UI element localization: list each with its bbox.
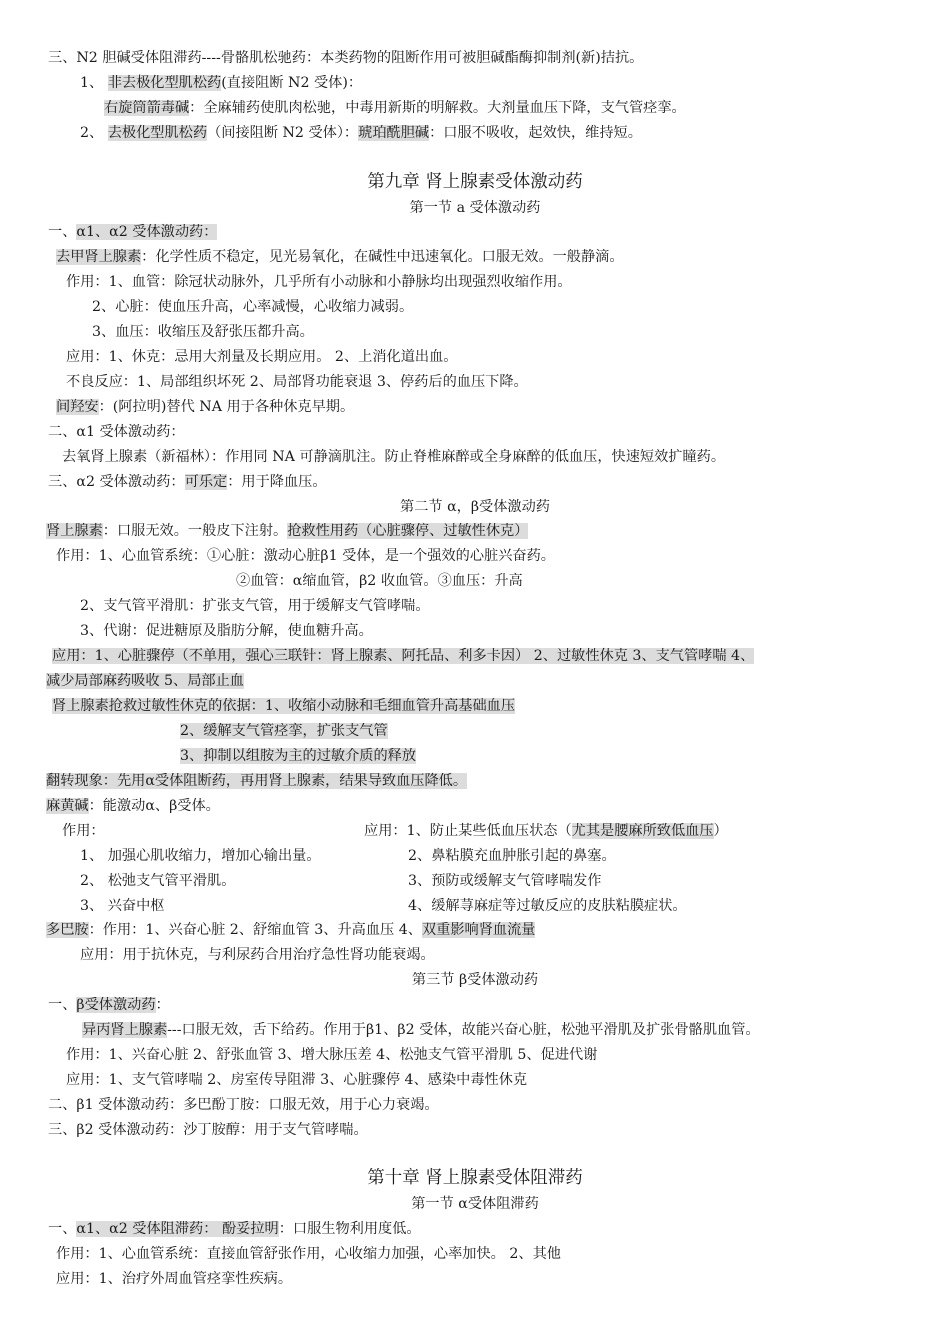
text-line: 作用：1、血管：除冠状动脉外，几乎所有小动脉和小静脉均出现强烈收缩作用。 — [66, 274, 572, 290]
text-line: 作用：1、心血管系统：直接血管舒张作用，心收缩力加强，心率加快。 2、其他 — [56, 1246, 561, 1262]
text-line: 三、β2 受体激动药：沙丁胺醇：用于支气管哮喘。 — [48, 1122, 368, 1138]
text-line: 应用：1、防止某些低血压状态（尤其是腰麻所致低血压） — [364, 823, 728, 839]
highlighted-term: β受体激动药 — [76, 997, 156, 1013]
text-line: 异丙肾上腺素---口服无效，舌下给药。作用于β1、β2 受体，故能兴奋心脏，松弛平滑肌及扩张骨骼肌血管。 — [82, 1022, 760, 1038]
highlighted-term: 去极化型肌松药 — [107, 125, 208, 141]
text-line: 2、心脏：使血压升高，心率减慢，心收缩力减弱。 — [92, 299, 414, 315]
highlighted-term: α1、α2 受体激动药： — [76, 224, 218, 240]
highlighted-term: 麻黄碱 — [46, 798, 89, 814]
text-line: 2、 松弛支气管平滑肌。 — [80, 873, 236, 889]
highlighted-term: 尤其是腰麻所致低血压 — [571, 823, 714, 839]
text-line: 多巴胺：作用：1、兴奋心脏 2、舒缩血管 3、升高血压 4、双重影响肾血流量 — [46, 922, 536, 938]
text-line: 间羟安：(阿拉明)替代 NA 用于各种休克早期。 — [56, 399, 355, 415]
section-title: 第二节 α，β受体激动药 — [400, 499, 550, 515]
highlighted-term: 翻转现象：先用α受体阻断药，再用肾上腺素，结果导致血压降低。 — [46, 773, 468, 789]
highlighted-term: 非去极化型肌松药 — [107, 75, 222, 91]
text-line: 4、缓解荨麻症等过敏反应的皮肤粘膜症状。 — [408, 898, 687, 914]
text-line: 去氧肾上腺素（新福林）：作用同 NA 可静滴肌注。防止脊椎麻醉或全身麻醉的低血压，快速短效扩瞳药。 — [62, 449, 726, 465]
highlighted-term: 间羟安 — [56, 399, 99, 415]
highlighted-term: 右旋筒箭毒碱 — [104, 100, 190, 116]
text-line — [46, 671, 244, 691]
text-line: 3、代谢：促进糖原及脂肪分解，使血糖升高。 — [80, 623, 373, 639]
text-line: 二、β1 受体激动药：多巴酚丁胺：口服无效，用于心力衰竭。 — [48, 1097, 439, 1113]
text-line — [180, 721, 388, 741]
highlighted-term: 肾上腺素 — [46, 523, 103, 539]
text-line: ②血管：α缩血管，β2 收血管。③血压：升高 — [236, 573, 523, 589]
highlighted-term: 多巴胺 — [46, 922, 89, 938]
text-line: 应用：1、支气管哮喘 2、房室传导阻滞 3、心脏骤停 4、感染中毒性休克 — [66, 1072, 528, 1088]
text-line — [46, 771, 467, 791]
highlighted-term: α1、α2 受体阻滞药： 酚妥拉明 — [76, 1221, 279, 1237]
text-line: 应用：用于抗休克，与利尿药合用治疗急性肾功能衰竭。 — [80, 947, 435, 963]
section-title: 第三节 β受体激动药 — [411, 972, 539, 988]
highlighted-term: 减少局部麻药吸收 5、局部止血 — [46, 673, 244, 689]
highlighted-term: 琥珀酰胆碱 — [358, 125, 430, 141]
highlighted-term: 抢救性用药（心脏骤停、过敏性休克） — [287, 523, 529, 539]
text-line: 一、α1、α2 受体激动药： — [48, 224, 218, 240]
text-line: 三、α2 受体激动药：可乐定：用于降血压。 — [48, 474, 327, 490]
text-line: 应用：1、治疗外周血管痉挛性疾病。 — [56, 1271, 293, 1287]
highlighted-term: 3、抑制以组胺为主的过敏介质的释放 — [180, 748, 417, 764]
text-line: 3、 兴奋中枢 — [80, 898, 165, 914]
text-line: 作用： — [62, 823, 105, 839]
text-line: 一、β受体激动药： — [48, 997, 170, 1013]
text-line: 去甲肾上腺素：化学性质不稳定，见光易氧化，在碱性中迅速氧化。口服无效。一般静滴。 — [56, 249, 624, 265]
text-line: 3、血压：收缩压及舒张压都升高。 — [92, 324, 314, 340]
highlighted-term: 去甲肾上腺素 — [56, 249, 142, 265]
text-line: 右旋筒箭毒碱：全麻辅药使肌肉松驰，中毒用新斯的明解救。大剂量血压下降，支气管痉挛。 — [104, 100, 686, 116]
highlighted-term: 应用：1、心脏骤停（不单用，强心三联针：肾上腺素、阿托品、利多卡因） 2、过敏性休克 3、支气管哮喘 4、 — [52, 648, 755, 664]
text-line — [52, 646, 754, 666]
highlighted-term: 可乐定 — [184, 474, 228, 490]
chapter-title: 第十章 肾上腺素受体阻滞药 — [367, 1168, 583, 1188]
text-line: 二、α1 受体激动药： — [48, 424, 185, 440]
text-line: 2、鼻粘膜充血肿胀引起的鼻塞。 — [408, 848, 616, 864]
section-title: 第一节 a 受体激动药 — [409, 200, 541, 216]
text-line: 作用：1、兴奋心脏 2、舒张血管 3、增大脉压差 4、松弛支气管平滑肌 5、促进代谢 — [66, 1047, 598, 1063]
section-title: 第一节 α受体阻滞药 — [411, 1196, 539, 1212]
text-line: 2、支气管平滑肌：扩张支气管，用于缓解支气管哮喘。 — [80, 598, 430, 614]
text-line: 1、 加强心肌收缩力，增加心输出量。 — [80, 848, 321, 864]
text-line: 作用：1、心血管系统：①心脏：激动心脏β1 受体，是一个强效的心脏兴奋药。 — [56, 548, 555, 564]
text-line: 1、 非去极化型肌松药(直接阻断 N2 受体)： — [80, 75, 363, 91]
text-line: 麻黄碱：能激动α、β受体。 — [46, 798, 220, 814]
text-line — [52, 696, 515, 716]
text-line: 不良反应：1、局部组织坏死 2、局部肾功能衰退 3、停药后的血压下降。 — [66, 374, 528, 390]
text-line: 应用：1、休克：忌用大剂量及长期应用。 2、上消化道出血。 — [66, 349, 458, 365]
text-line: 3、预防或缓解支气管哮喘发作 — [408, 873, 602, 889]
text-line — [180, 746, 416, 766]
chapter-title: 第九章 肾上腺素受体激动药 — [367, 172, 583, 192]
highlighted-term: 双重影响肾血流量 — [421, 922, 536, 938]
highlighted-term: 肾上腺素抢救过敏性休克的依据：1、收缩小动脉和毛细血管升高基础血压 — [52, 698, 516, 714]
text-line: 肾上腺素：口服无效。一般皮下注射。抢救性用药（心脏骤停、过敏性休克） — [46, 523, 529, 539]
text-line: 一、α1、α2 受体阻滞药： 酚妥拉明：口服生物利用度低。 — [48, 1221, 421, 1237]
text-line: 2、 去极化型肌松药（间接阻断 N2 受体）：琥珀酰胆碱：口服不吸收，起效快，维持短。 — [80, 125, 642, 141]
highlighted-term: 异丙肾上腺素 — [82, 1022, 168, 1038]
text-line: 三、N2 胆碱受体阻滞药----骨骼肌松驰药：本类药物的阻断作用可被胆碱酯酶抑制剂(新)拮抗。 — [48, 50, 644, 66]
highlighted-term: 2、缓解支气管痉挛，扩张支气管 — [180, 723, 388, 739]
